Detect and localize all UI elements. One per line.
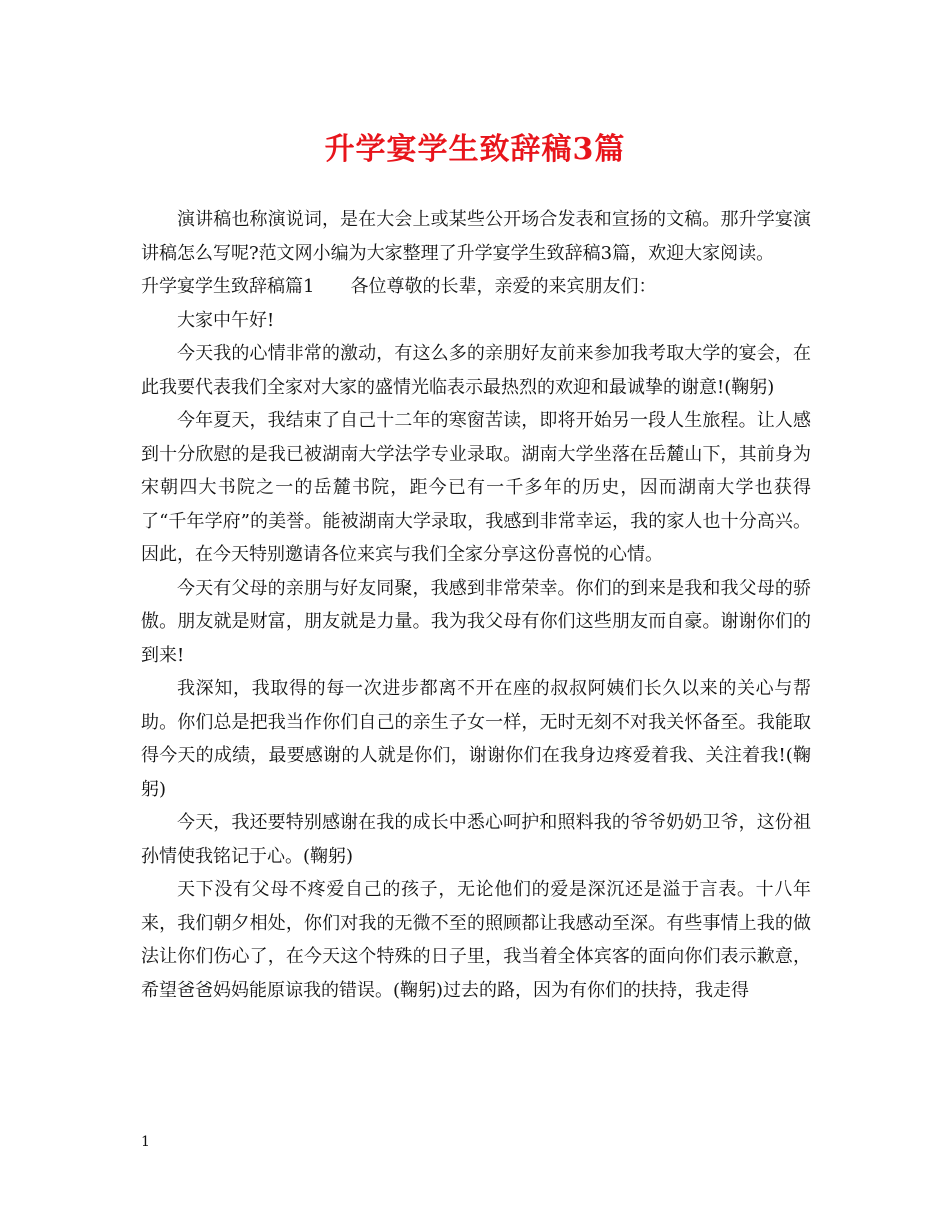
page-number: 1: [141, 1134, 150, 1150]
document-body: [141, 203, 811, 1007]
section-heading: 升学宴学生致辞稿篇1: [141, 276, 315, 297]
document-title: 升学宴学生致辞稿3篇: [324, 132, 626, 167]
body-paragraph: 今天，我还要特别感谢在我的成长中悉心呵护和照料我的爷爷奶奶卫爷，这份祖孙情使我铭记于心。(鞠躬): [141, 812, 811, 867]
section-heading-line: [141, 270, 811, 304]
body-paragraph: 我深知，我取得的每一次进步都离不开在座的叔叔阿姨们长久以来的关心与帮助。你们总是把我当作你们自己的亲生子女一样，无时无刻不对我关怀备至。我能取得今天的成绩，最要感谢的人就是你们，谢谢你们在我身边疼爱着我、关注着我!(鞠躬): [141, 678, 811, 800]
body-paragraph: 今天有父母的亲朋与好友同聚，我感到非常荣幸。你们的到来是我和我父母的骄傲。朋友就是财富，朋友就是力量。我为我父母有你们这些朋友而自豪。谢谢你们的到来!: [141, 577, 811, 666]
intro-paragraph: 演讲稿也称演说词，是在大会上或某些公开场合发表和宣扬的文稿。那升学宴演讲稿怎么写呢?范文网小编为大家整理了升学宴学生致辞稿3篇，欢迎大家阅读。: [141, 209, 811, 264]
salutation: 各位尊敬的长辈，亲爱的来宾朋友们：: [350, 276, 657, 297]
body-paragraph: 天下没有父母不疼爱自己的孩子，无论他们的爱是深沉还是溢于言表。十八年来，我们朝夕相处，你们对我的无微不至的照顾都让我感动至深。有些事情上我的做法让你们伤心了，在今天这个特殊的日子里，我当着全体宾客的面向你们表示歉意，希望爸爸妈妈能原谅我的错误。(鞠躬)过去的路，因为有你们的扶持，我走得: [141, 879, 811, 1001]
body-paragraph: 今天我的心情非常的激动，有这么多的亲朋好友前来参加我考取大学的宴会，在此我要代表我们全家对大家的盛情光临表示最热烈的欢迎和最诚挚的谢意!(鞠躬): [141, 343, 811, 398]
greeting-paragraph: 大家中午好!: [177, 309, 275, 331]
body-paragraph: 今年夏天，我结束了自己十二年的寒窗苦读，即将开始另一段人生旅程。让人感到十分欣慰的是我已被湖南大学法学专业录取。湖南大学坐落在岳麓山下，其前身为宋朝四大书院之一的岳麓书院，距今已有一千多年的历史，因而湖南大学也获得了“千年学府”的美誉。能被湖南大学录取，我感到非常幸运，我的家人也十分高兴。因此，在今天特别邀请各位来宾与我们全家分享这份喜悦的心情。: [141, 410, 811, 565]
